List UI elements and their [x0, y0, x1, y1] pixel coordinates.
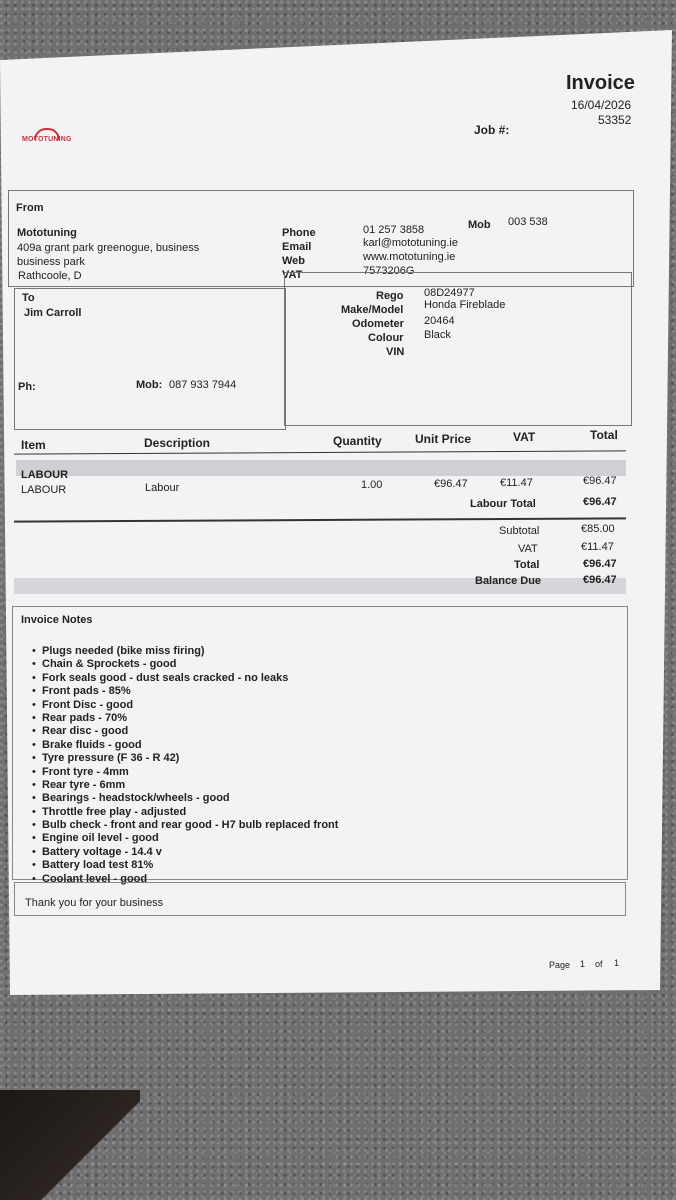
col-header-unit-price: Unit Price: [415, 432, 472, 446]
colour-value: Black: [424, 329, 451, 341]
web-value: www.mototuning.ie: [363, 251, 456, 263]
from-company: Mototuning: [17, 227, 77, 239]
note-item: • Chain & Sprockets - good: [32, 658, 338, 671]
page-total: 1: [614, 958, 620, 968]
row-description: Labour: [145, 482, 180, 494]
mob-value: 003 538: [508, 216, 548, 228]
email-label: Email: [282, 241, 312, 253]
balance-due-label: Balance Due: [475, 575, 542, 587]
floor-background: [0, 1090, 140, 1200]
note-item: • Front Disc - good: [32, 699, 338, 712]
col-header-quantity: Quantity: [333, 434, 382, 448]
note-item: • Front pads - 85%: [32, 685, 338, 698]
note-item: • Battery load test 81%: [32, 859, 338, 872]
invoice-notes-list: [32, 645, 338, 886]
from-address-line2: business park: [17, 256, 85, 268]
totals-vat-value: €11.47: [581, 541, 614, 553]
customer-name: Jim Carroll: [24, 307, 82, 319]
odometer-label: Odometer: [352, 318, 404, 330]
phone-label: Phone: [282, 227, 316, 239]
total-value: €96.47: [583, 558, 617, 570]
mob-label: Mob: [468, 219, 491, 231]
col-header-description: Description: [144, 436, 211, 450]
customer-mob-label: Mob:: [136, 379, 163, 391]
section-label: LABOUR: [21, 469, 69, 481]
col-header-vat: VAT: [513, 430, 536, 444]
phone-value: 01 257 3858: [363, 224, 425, 236]
odometer-value: 20464: [424, 315, 455, 327]
rego-value: 08D24977: [424, 287, 475, 299]
job-number-label: Job #:: [474, 123, 510, 137]
subtotal-label: Subtotal: [499, 525, 540, 537]
subtotal-value: €85.00: [581, 523, 615, 535]
customer-phone-label: Ph:: [18, 381, 36, 393]
from-address-line1: 409a grant park greenogue, business: [17, 242, 200, 254]
note-item: • Engine oil level - good: [32, 832, 338, 845]
make-model-value: Honda Fireblade: [424, 299, 506, 311]
row-unit-price: €96.47: [434, 478, 468, 490]
note-item: • Bulb check - front and rear good - H7 bulb replaced front: [32, 819, 338, 832]
note-item: • Rear tyre - 6mm: [32, 779, 338, 792]
rego-label: Rego: [376, 290, 404, 302]
invoice-number: 53352: [598, 113, 632, 127]
note-item: • Throttle free play - adjusted: [32, 806, 338, 819]
make-model-label: Make/Model: [341, 304, 404, 316]
note-item: • Plugs needed (bike miss firing): [32, 645, 338, 658]
invoice-notes-title: Invoice Notes: [21, 614, 93, 626]
note-item: • Front tyre - 4mm: [32, 766, 338, 779]
customer-mob-value: 087 933 7944: [169, 379, 237, 391]
vin-label: VIN: [386, 346, 405, 358]
vat-value: 7573206G: [363, 265, 415, 277]
note-item: • Coolant level - good: [32, 873, 338, 886]
web-label: Web: [282, 255, 306, 267]
row-total: €96.47: [583, 475, 617, 487]
to-label: To: [22, 292, 35, 304]
company-logo: MOTOTUNING: [22, 136, 72, 143]
invoice-date: 16/04/2026: [571, 98, 632, 112]
note-item: • Rear pads - 70%: [32, 712, 338, 725]
thanks-message: Thank you for your business: [25, 897, 164, 909]
note-item: • Fork seals good - dust seals cracked - no leaks: [32, 672, 338, 685]
page-current: 1: [580, 959, 586, 969]
row-item: LABOUR: [21, 484, 67, 496]
page-of: of: [595, 959, 603, 969]
labour-total-value: €96.47: [583, 496, 617, 508]
page-label: Page: [549, 960, 571, 970]
note-item: • Battery voltage - 14.4 v: [32, 846, 338, 859]
balance-due-value: €96.47: [583, 574, 617, 586]
invoice-title: Invoice: [566, 72, 635, 94]
from-address-line3: Rathcoole, D: [18, 270, 82, 282]
totals-vat-label: VAT: [518, 543, 538, 555]
note-item: • Tyre pressure (F 36 - R 42): [32, 752, 338, 765]
note-item: • Brake fluids - good: [32, 739, 338, 752]
from-label: From: [16, 202, 44, 214]
labour-total-label: Labour Total: [470, 498, 536, 510]
vat-label: VAT: [282, 269, 303, 281]
row-vat: €11.47: [500, 477, 533, 489]
total-label: Total: [514, 559, 540, 571]
email-value: karl@mototuning.ie: [363, 237, 458, 249]
section-band: [16, 460, 626, 476]
note-item: • Bearings - headstock/wheels - good: [32, 792, 338, 805]
note-item: • Rear disc - good: [32, 725, 338, 738]
col-header-total: Total: [590, 428, 618, 442]
colour-label: Colour: [368, 332, 404, 344]
col-header-item: Item: [21, 438, 46, 452]
row-quantity: 1.00: [361, 479, 383, 491]
